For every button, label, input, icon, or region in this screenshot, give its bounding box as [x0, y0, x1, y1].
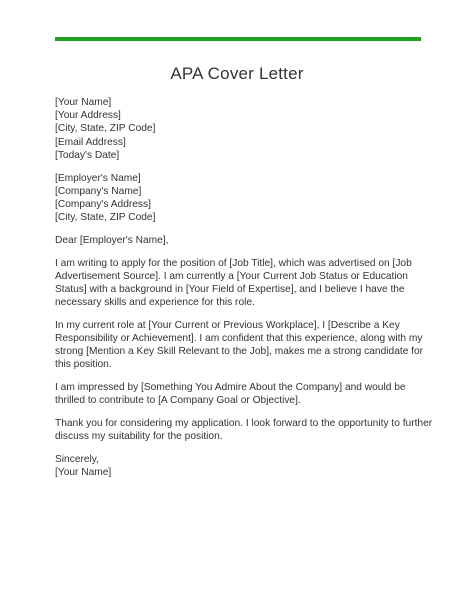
paragraph-line: strong [Mention a Key Skill Relevant to the Job], makes me a strong candidate for: [55, 346, 424, 358]
signature-name: [Your Name]: [55, 467, 112, 479]
company-address: [Company's Address]: [55, 198, 151, 210]
document-title: APA Cover Letter: [170, 64, 304, 83]
body-paragraph-company: [55, 381, 425, 407]
company-name: [Company's Name]: [55, 185, 142, 197]
recipient-address-block: [55, 172, 425, 225]
letter-date: [Today's Date]: [55, 149, 120, 161]
body-paragraph-closing: [55, 417, 433, 443]
header-accent-bar: [55, 37, 421, 41]
employer-name: [Employer's Name]: [55, 172, 141, 184]
sender-name: [Your Name]: [55, 97, 112, 108]
paragraph-line: Thank you for considering my application. I look forward to the opportunity to further: [55, 418, 433, 430]
paragraph-line: Advertisement Source]. I am currently a [Your Current Job Status or Education: [55, 270, 408, 282]
paragraph-line: thrilled to contribute to [A Company Goal or Objective].: [55, 395, 301, 407]
recipient-city-state-zip: [City, State, ZIP Code]: [55, 212, 156, 224]
letter-body: [55, 96, 433, 479]
paragraph-line: necessary skills and experience for this role.: [55, 297, 255, 309]
salutation: Dear [Employer's Name],: [55, 234, 169, 246]
body-paragraph-intro: [55, 257, 425, 310]
sender-city-state-zip: [City, State, ZIP Code]: [55, 123, 156, 135]
closing: Sincerely,: [55, 453, 99, 465]
paragraph-line: Status] with a background in [Your Field of Expertise], and I believe I have the: [55, 283, 405, 295]
body-paragraph-experience: [55, 319, 425, 372]
paragraph-line: I am writing to apply for the position of [Job Title], which was advertised on [Job: [55, 257, 412, 269]
paragraph-line: Responsibility or Achievement]. I am confident that this experience, along with my: [55, 333, 423, 345]
sender-email: [Email Address]: [55, 136, 126, 148]
sender-address-block: [55, 96, 425, 162]
paragraph-line: In my current role at [Your Current or Previous Workplace], I [Describe a Key: [55, 319, 400, 331]
paragraph-line: I am impressed by [Something You Admire About the Company] and would be: [55, 382, 406, 394]
signature-block: [55, 453, 425, 479]
paragraph-line: this position.: [55, 359, 112, 371]
paragraph-line: discuss my suitability for the position.: [55, 431, 223, 443]
sender-address: [Your Address]: [55, 110, 121, 122]
